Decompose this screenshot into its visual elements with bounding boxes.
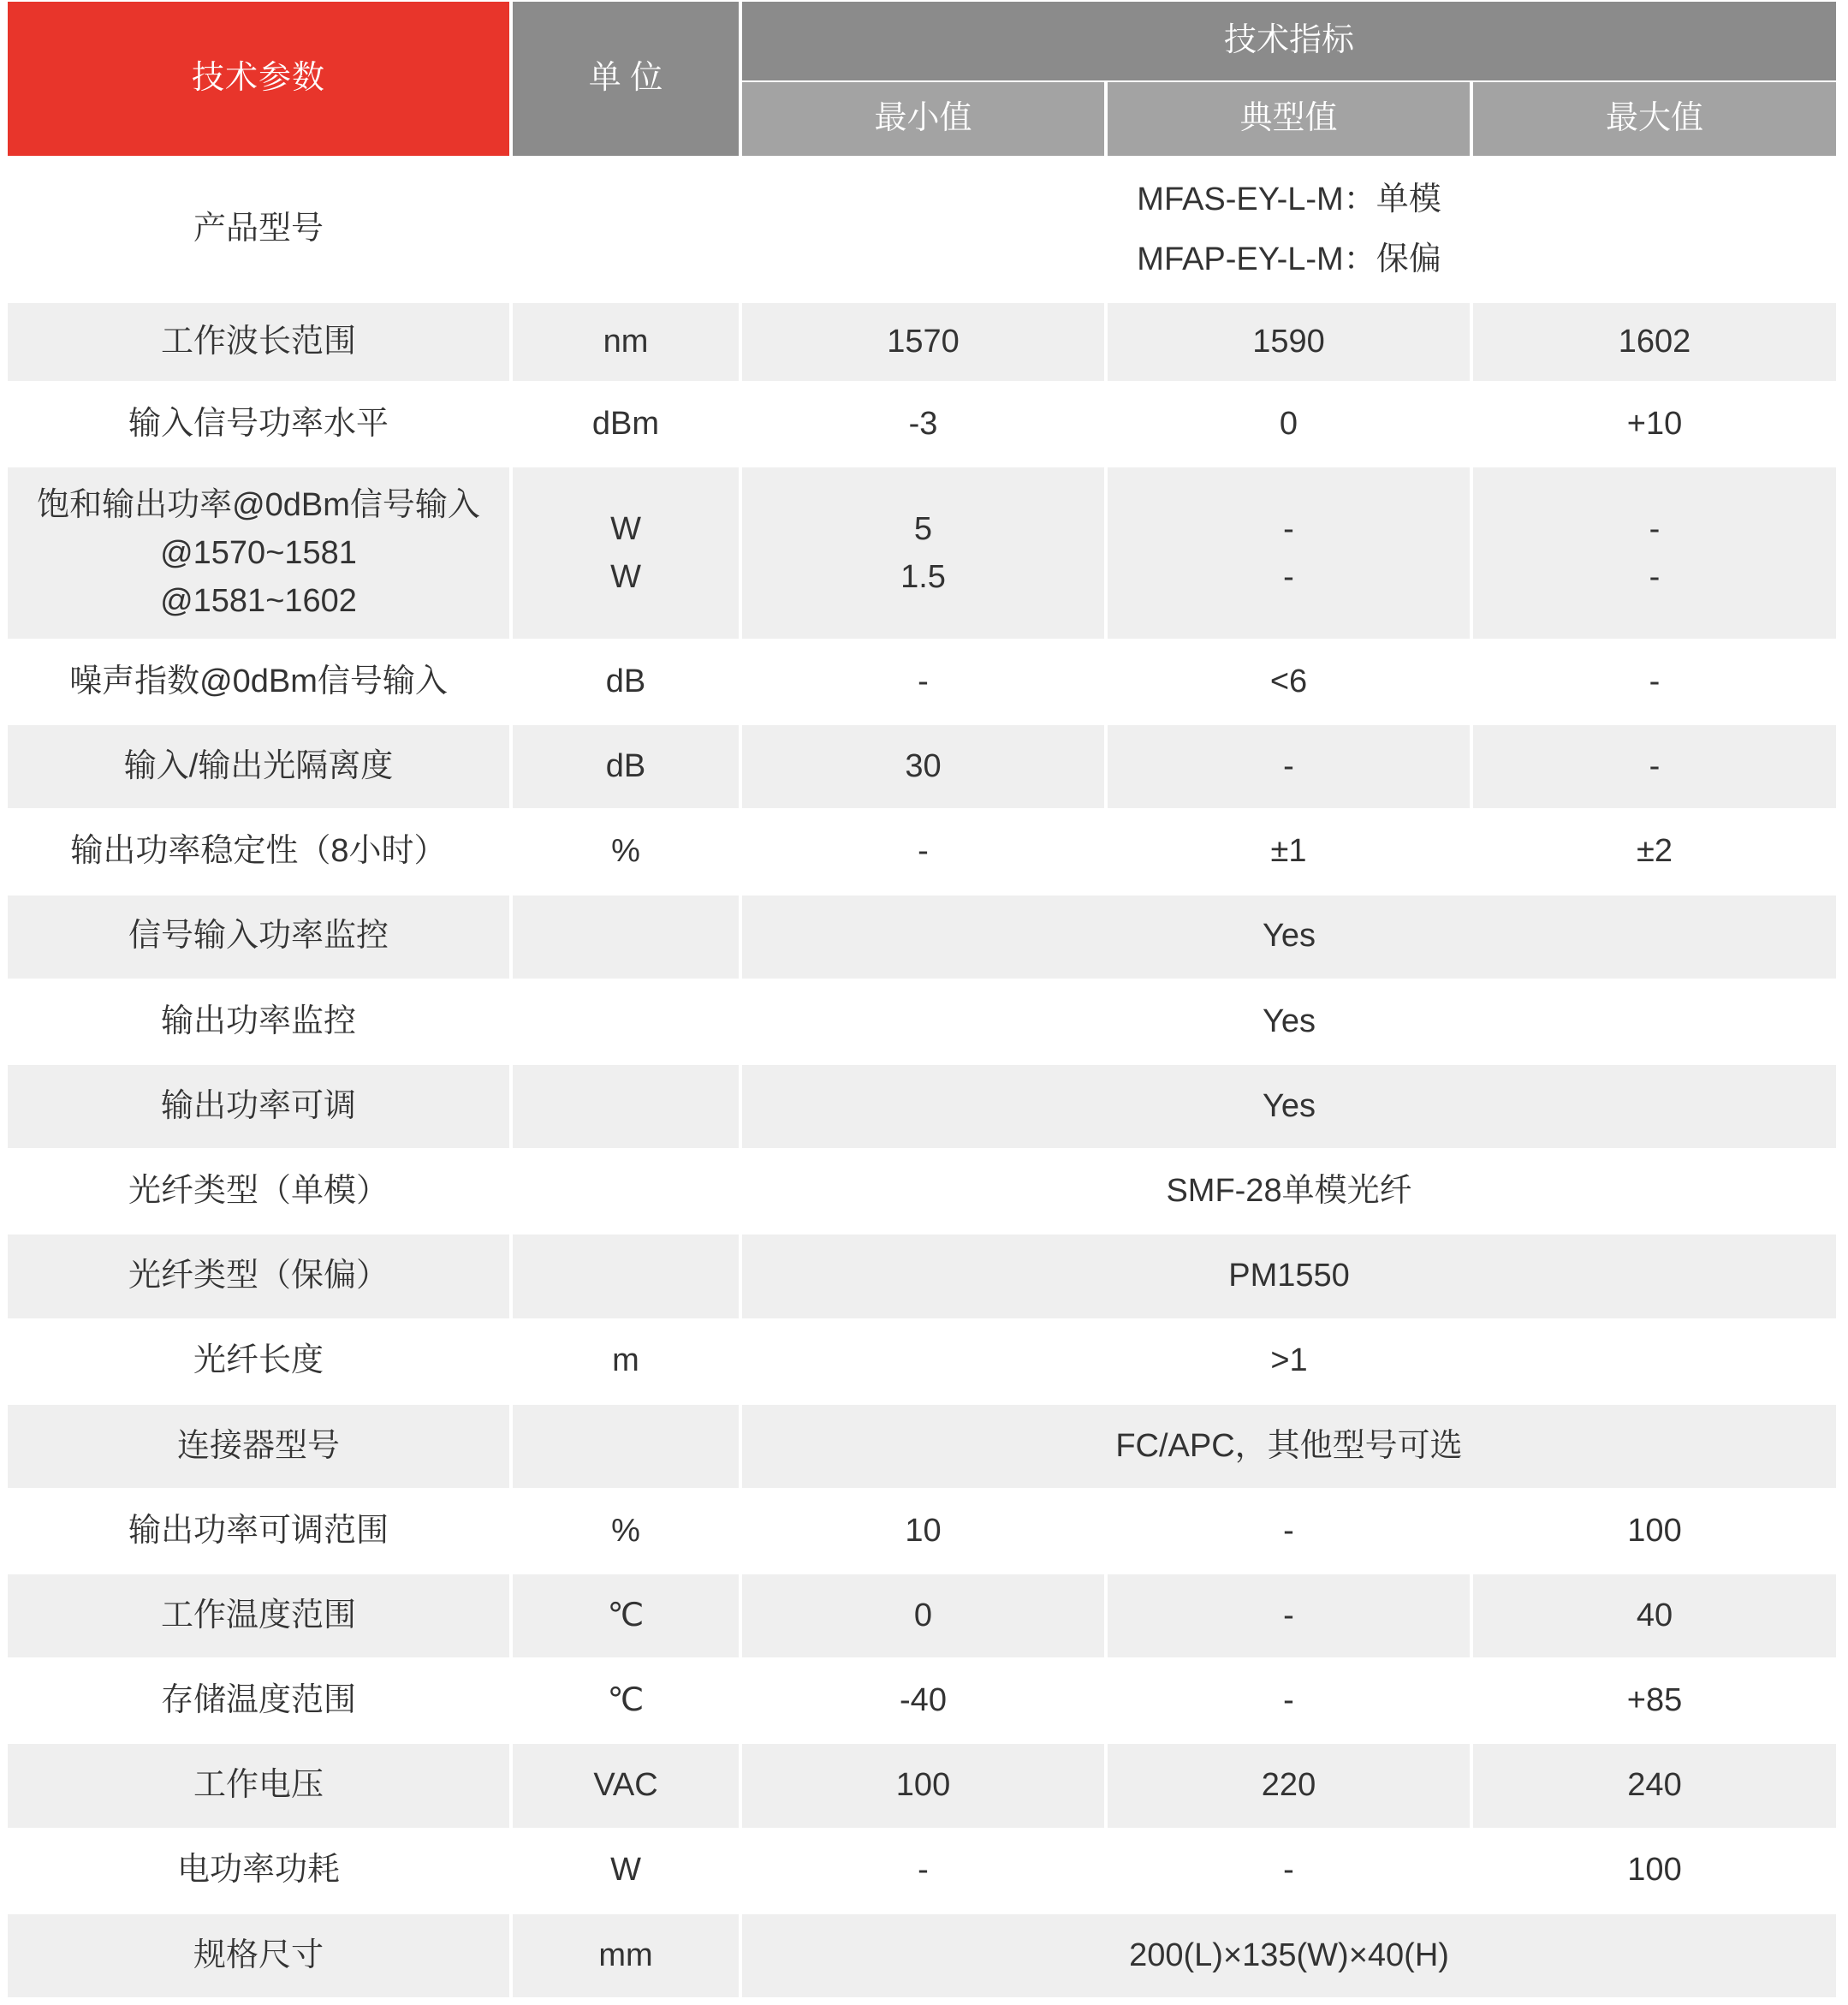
param-label: 电功率功耗 [176, 1852, 340, 1889]
min-value: 1570 [742, 303, 1104, 381]
unit-value [513, 1235, 739, 1318]
param-label: 信号输入功率监控 [8, 895, 509, 979]
param-label: 光纤类型（保偏） [8, 1235, 509, 1318]
param-label: 规格尺寸 [8, 1914, 509, 1997]
max-value: 40 [1473, 1574, 1836, 1657]
min-value: 100 [742, 1744, 1104, 1827]
unit-value [513, 467, 739, 639]
unit-value: dB [605, 663, 646, 699]
spec-row [8, 640, 1836, 723]
max-value: 1602 [1473, 303, 1836, 381]
param-label: 光纤长度 [193, 1342, 324, 1379]
typ-value: 0 [1279, 405, 1298, 442]
spec-row [8, 1405, 1836, 1488]
typ-line: - [1283, 559, 1294, 595]
param-label: 输出功率可调范围 [128, 1512, 389, 1549]
spec-row [8, 895, 1836, 979]
min-line: 5 [913, 511, 933, 547]
min-value: - [918, 1852, 929, 1889]
spec-table [4, 0, 1839, 1999]
typ-value: <6 [1269, 663, 1308, 699]
unit-value [513, 1065, 739, 1148]
unit-value: W [610, 1852, 641, 1889]
unit-line: W [610, 511, 641, 547]
typ-line: - [1283, 511, 1294, 547]
header-row [8, 2, 1836, 80]
spec-row [8, 1320, 1836, 1403]
spec-value-span: Yes [1263, 1002, 1316, 1039]
spec-row [8, 1490, 1836, 1573]
max-value: - [1473, 725, 1836, 808]
spec-row [8, 1235, 1836, 1318]
param-label: 存储温度范围 [160, 1682, 356, 1719]
min-value: 10 [905, 1512, 942, 1549]
unit-value: nm [513, 303, 739, 381]
spec-value-span: SMF-28单模光纤 [1166, 1172, 1412, 1209]
header-min: 最小值 [742, 82, 1104, 156]
unit-value: % [611, 1512, 640, 1549]
typ-value: 220 [1108, 1744, 1470, 1827]
label-line: @1570~1581 [160, 535, 357, 571]
param-label: 噪声指数@0dBm信号输入 [69, 663, 448, 699]
unit-value: m [612, 1342, 639, 1379]
min-value [742, 467, 1104, 639]
min-line: 1.5 [900, 559, 946, 595]
min-value: 0 [742, 1574, 1104, 1657]
spec-value-span: Yes [742, 895, 1836, 979]
unit-value: mm [513, 1914, 739, 1997]
label-line: 饱和输出功率@0dBm信号输入 [37, 487, 480, 523]
unit-value: VAC [513, 1744, 739, 1827]
min-value: - [918, 833, 929, 870]
typ-value: - [1283, 1682, 1294, 1719]
unit-value [513, 980, 739, 1063]
typ-value: - [1108, 1574, 1470, 1657]
spec-value-span: FC/APC，其他型号可选 [742, 1405, 1836, 1488]
param-label: 工作电压 [8, 1744, 509, 1827]
param-label: 输出功率稳定性（8小时） [70, 833, 447, 870]
min-value: - [918, 663, 929, 699]
max-value [1473, 467, 1836, 639]
param-label [8, 467, 509, 639]
spec-value-span: Yes [742, 1065, 1836, 1148]
spec-value-span: PM1550 [742, 1235, 1836, 1318]
spec-row [8, 1150, 1836, 1233]
spec-row [8, 1659, 1836, 1742]
header-spec: 技术指标 [742, 2, 1836, 80]
param-label: 连接器型号 [8, 1405, 509, 1488]
spec-row [8, 725, 1836, 808]
typ-value: ±1 [1270, 833, 1307, 870]
unit-value: % [611, 833, 640, 870]
spec-value-span [742, 158, 1836, 301]
spec-row [8, 1914, 1836, 1997]
spec-row [8, 383, 1836, 466]
max-value: 100 [1627, 1852, 1682, 1889]
spec-row [8, 158, 1836, 301]
unit-value [513, 1150, 739, 1233]
max-value: - [1649, 663, 1661, 699]
param-label: 产品型号 [193, 211, 324, 247]
max-value: 240 [1473, 1744, 1836, 1827]
max-line: - [1649, 559, 1661, 595]
header-unit: 单 位 [513, 2, 739, 156]
param-label: 光纤类型（单模） [128, 1172, 389, 1209]
typ-value: - [1283, 1852, 1294, 1889]
header-typ: 典型值 [1108, 82, 1470, 156]
param-label: 输入/输出光隔离度 [8, 725, 509, 808]
unit-value: ℃ [607, 1682, 645, 1719]
unit-value: dBm [591, 405, 660, 442]
param-label: 工作温度范围 [8, 1574, 509, 1657]
min-value: 30 [742, 725, 1104, 808]
param-label: 输出功率监控 [160, 1002, 356, 1039]
typ-value: - [1283, 1512, 1294, 1549]
spec-value-span: >1 [1270, 1342, 1308, 1379]
label-line: @1581~1602 [160, 583, 357, 619]
max-value: +10 [1626, 405, 1683, 442]
param-label: 输入信号功率水平 [128, 405, 389, 442]
max-value: ±2 [1637, 833, 1673, 870]
max-value: +85 [1626, 1682, 1683, 1719]
spec-row [8, 980, 1836, 1063]
value-line: MFAP-EY-L-M：保偏 [1137, 241, 1441, 277]
header-param: 技术参数 [8, 2, 509, 156]
spec-row [8, 467, 1836, 639]
unit-value: ℃ [513, 1574, 739, 1657]
unit-value [513, 158, 739, 301]
typ-value: 1590 [1108, 303, 1470, 381]
spec-row [8, 303, 1836, 381]
unit-value [513, 895, 739, 979]
unit-line: W [610, 559, 641, 595]
typ-value: - [1108, 725, 1470, 808]
min-value: -40 [900, 1682, 947, 1719]
min-value: -3 [908, 405, 938, 442]
value-line: MFAS-EY-L-M：单模 [1137, 181, 1441, 217]
max-value: 100 [1627, 1512, 1682, 1549]
spec-row [8, 1574, 1836, 1657]
param-label: 输出功率可调 [8, 1065, 509, 1148]
param-label: 工作波长范围 [8, 303, 509, 381]
header-max: 最大值 [1473, 82, 1836, 156]
spec-row [8, 1829, 1836, 1913]
unit-value: dB [513, 725, 739, 808]
unit-value [513, 1405, 739, 1488]
spec-value-span: 200(L)×135(W)×40(H) [742, 1914, 1836, 1997]
spec-row [8, 1744, 1836, 1827]
max-line: - [1649, 511, 1661, 547]
typ-value [1108, 467, 1470, 639]
spec-row [8, 810, 1836, 893]
spec-row [8, 1065, 1836, 1148]
